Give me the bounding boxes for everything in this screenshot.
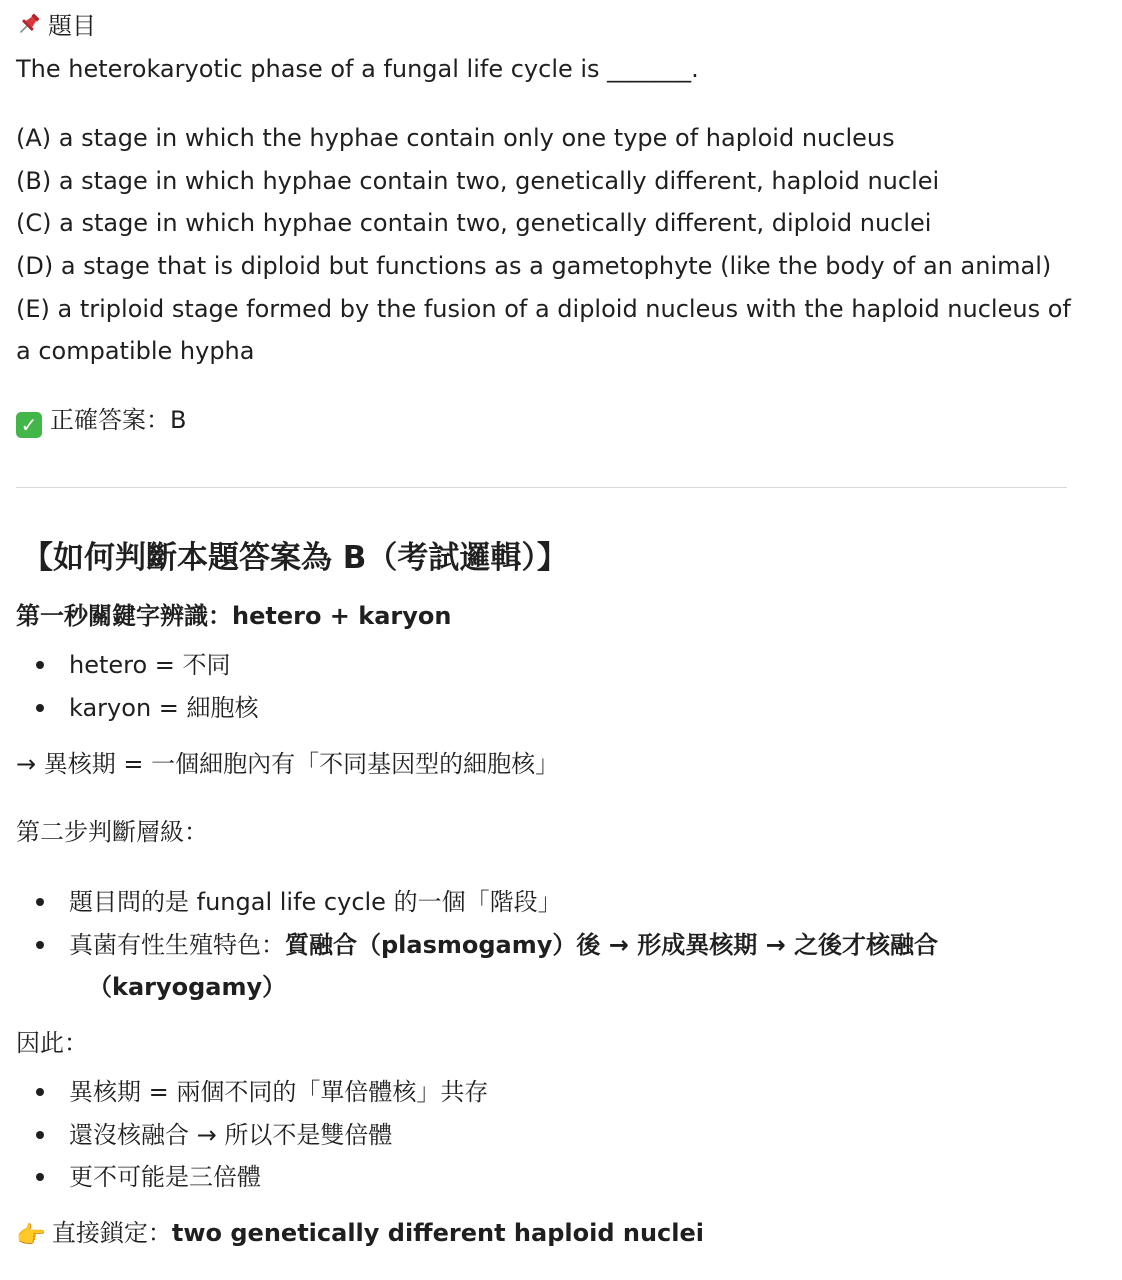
step2-label: 第二步判斷層級： bbox=[16, 818, 208, 846]
step1-keyword: hetero + karyon bbox=[232, 602, 452, 630]
therefore-list bbox=[16, 1071, 488, 1199]
option-e-continued: a compatible hypha bbox=[16, 337, 255, 365]
check-mark-icon: ✓ bbox=[16, 412, 42, 438]
list-item: 題目問的是 fungal life cycle 的一個「階段」 bbox=[16, 881, 938, 924]
option-b: (B) a stage in which hyphae contain two, genetically different, haploid nuclei bbox=[16, 167, 940, 195]
list-item: 更不可能是三倍體 bbox=[16, 1156, 488, 1199]
final-line bbox=[16, 1212, 704, 1257]
step1-conclusion: → 異核期 = 一個細胞內有「不同基因型的細胞核」 bbox=[16, 750, 560, 778]
option-e: (E) a triploid stage formed by the fusion of a diploid nucleus with the haploid nucleus of bbox=[16, 295, 1071, 323]
list-item: 異核期 = 兩個不同的「單倍體核」共存 bbox=[16, 1071, 488, 1114]
step2-list bbox=[16, 881, 938, 1009]
list-item: hetero = 不同 bbox=[16, 644, 259, 687]
question-heading bbox=[16, 5, 96, 51]
explain-title: 【如何判斷本題答案為 B（考試邏輯）】 bbox=[22, 540, 568, 576]
final-answer: two genetically different haploid nuclei bbox=[171, 1219, 704, 1247]
list-item-continued: （karyogamy） bbox=[88, 973, 287, 1002]
step1-line bbox=[16, 595, 451, 638]
option-c: (C) a stage in which hyphae contain two, genetically different, diploid nuclei bbox=[16, 209, 932, 237]
answer-text: 正確答案：B bbox=[50, 406, 187, 434]
question-stem: The heterokaryotic phase of a fungal life cycle is _______. bbox=[16, 55, 699, 83]
answer-line bbox=[16, 399, 186, 442]
pointing-hand-icon: 👉 bbox=[16, 1221, 46, 1249]
option-d: (D) a stage that is diploid but functions as a gametophyte (like the body of an animal) bbox=[16, 252, 1052, 280]
list-item: karyon = 細胞核 bbox=[16, 687, 259, 730]
question-heading-text: 題目 bbox=[48, 12, 96, 40]
therefore-label: 因此： bbox=[16, 1029, 88, 1057]
list-item: 真菌有性生殖特色：質融合（plasmogamy）後 → 形成異核期 → 之後才核融合 bbox=[16, 924, 938, 967]
option-a: (A) a stage in which the hyphae contain only one type of haploid nucleus bbox=[16, 124, 895, 152]
step1-label: 第一秒關鍵字辨識： bbox=[16, 602, 232, 630]
list-item: 還沒核融合 → 所以不是雙倍體 bbox=[16, 1114, 488, 1157]
final-prefix: 直接鎖定： bbox=[51, 1219, 172, 1247]
step1-list bbox=[16, 644, 259, 729]
pushpin-icon bbox=[16, 8, 42, 51]
divider bbox=[16, 487, 1067, 488]
